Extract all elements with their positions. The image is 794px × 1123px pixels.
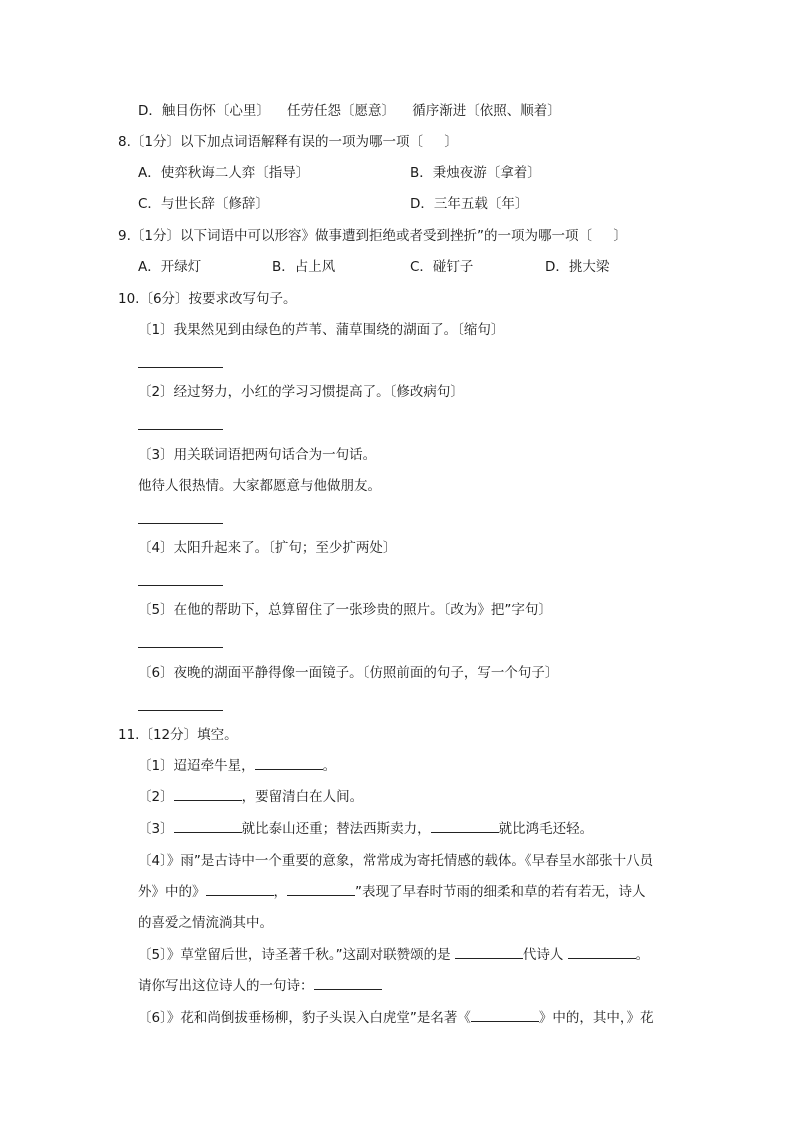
q11-3-blank-1[interactable] (174, 820, 242, 833)
q9-stem: 9.〔1分〕以下词语中可以形容》做事遭到拒绝或者受到挫折”的一项为哪一项〔 〕 (118, 228, 627, 244)
q10-6-answer-line[interactable] (138, 710, 223, 711)
q11-4-line2 (138, 883, 646, 901)
q9-option-b: B．占上风 (272, 259, 336, 275)
q11-5-line1 (138, 946, 649, 964)
q11-3-blank-2[interactable] (431, 820, 499, 833)
q11-5-blank-poet[interactable] (568, 946, 636, 959)
q10-2: 〔2〕经过努力，小红的学习习惯提高了。〔修改病句〕 (138, 384, 464, 400)
q10-3-sentences: 他待人很热情。大家都愿意与他做朋友。 (138, 478, 381, 494)
q11-4-text: ”表现了早春时节雨的细柔和草的若有若无，诗人 (355, 884, 646, 900)
q11-5-end: 。 (635, 947, 650, 963)
q11-1 (138, 757, 336, 775)
q11-2-text: ，要留清白在人间。 (241, 789, 364, 805)
q11-4-prefix: 外》中的》 (138, 884, 206, 900)
q8-option-a: A．使弈秋诲二人弈〔指导〕 (138, 165, 310, 181)
q7-option-d: D．触目伤怀〔心里〕 任劳任怨〔愿意〕 循序渐进〔依照、顺着〕 (138, 103, 561, 119)
q11-5-mid: 代诗人 (522, 947, 568, 963)
q10-4: 〔4〕太阳升起来了。〔扩句；至少扩两处〕 (138, 540, 397, 556)
q10-1: 〔1〕我果然见到由绿色的芦苇、蒲草围绕的湖面了。〔缩句〕 (138, 322, 505, 338)
q11-6-blank[interactable] (471, 1009, 539, 1022)
q11-4-blank-2[interactable] (287, 883, 355, 896)
q11-1-blank[interactable] (255, 757, 323, 770)
q11-4-comma: ， (273, 884, 287, 900)
q8-option-c: C．与世长辞〔修辞〕 (138, 196, 269, 212)
q10-5-answer-line[interactable] (138, 647, 223, 648)
q11-5-prompt: 请你写出这位诗人的一句诗： (138, 978, 314, 994)
q10-3-answer-line[interactable] (138, 523, 223, 524)
q11-1-text: 〔1〕迢迢牵牛星， (138, 758, 255, 774)
q10-6: 〔6〕夜晚的湖面平静得像一面镜子。〔仿照前面的句子，写一个句子〕 (138, 665, 559, 681)
q9-option-c: C．碰钉子 (410, 259, 474, 275)
q11-3-end: 就比鸿毛还轻。 (498, 821, 594, 837)
q11-3-prefix: 〔3〕 (138, 821, 174, 837)
q9-option-d: D．挑大梁 (545, 259, 610, 275)
q10-3: 〔3〕用关联词语把两句话合为一句话。 (138, 447, 377, 463)
q11-2-blank[interactable] (174, 788, 242, 801)
q11-1-end: 。 (322, 758, 337, 774)
q11-2-prefix: 〔2〕 (138, 789, 174, 805)
q11-stem: 11.〔12分〕填空。 (118, 727, 238, 743)
q11-6-text: 〔6〕》花和尚倒拔垂杨柳，豹子头误入白虎堂”是名著《 (138, 1010, 471, 1026)
q8-stem: 8.〔1分〕以下加点词语解释有误的一项为哪一项〔 〕 (118, 134, 458, 150)
q11-5-blank-poem[interactable] (314, 977, 382, 990)
q8-option-b: B．秉烛夜游〔拿着〕 (410, 165, 541, 181)
q9-option-a: A．开绿灯 (138, 259, 202, 275)
q11-5-text: 〔5〕》草堂留后世，诗圣著千秋。”这副对联赞颂的是 (138, 947, 455, 963)
q8-option-d: D．三年五载〔年〕 (410, 196, 529, 212)
q10-5: 〔5〕在他的帮助下，总算留住了一张珍贵的照片。〔改为》把”字句〕 (138, 602, 552, 618)
q10-stem: 10.〔6分〕按要求改写句子。 (118, 291, 297, 307)
q11-6-end: 》中的，其中，》花 (538, 1010, 654, 1026)
q11-5-blank-dynasty[interactable] (455, 946, 523, 959)
q11-4-line3: 的喜爱之情流淌其中。 (138, 915, 273, 931)
q11-3-mid: 就比泰山还重；替法西斯卖力， (241, 821, 431, 837)
q10-1-answer-line[interactable] (138, 367, 223, 368)
q11-6 (138, 1009, 654, 1027)
q11-4-line1: 〔4〕》雨”是古诗中一个重要的意象，常常成为寄托情感的载体。《早春呈水部张十八员 (138, 853, 654, 869)
q10-4-answer-line[interactable] (138, 585, 223, 586)
q11-5-line2 (138, 977, 382, 995)
q11-3 (138, 820, 593, 838)
q11-4-blank-1[interactable] (206, 883, 274, 896)
q11-2 (138, 788, 363, 806)
q10-2-answer-line[interactable] (138, 429, 223, 430)
